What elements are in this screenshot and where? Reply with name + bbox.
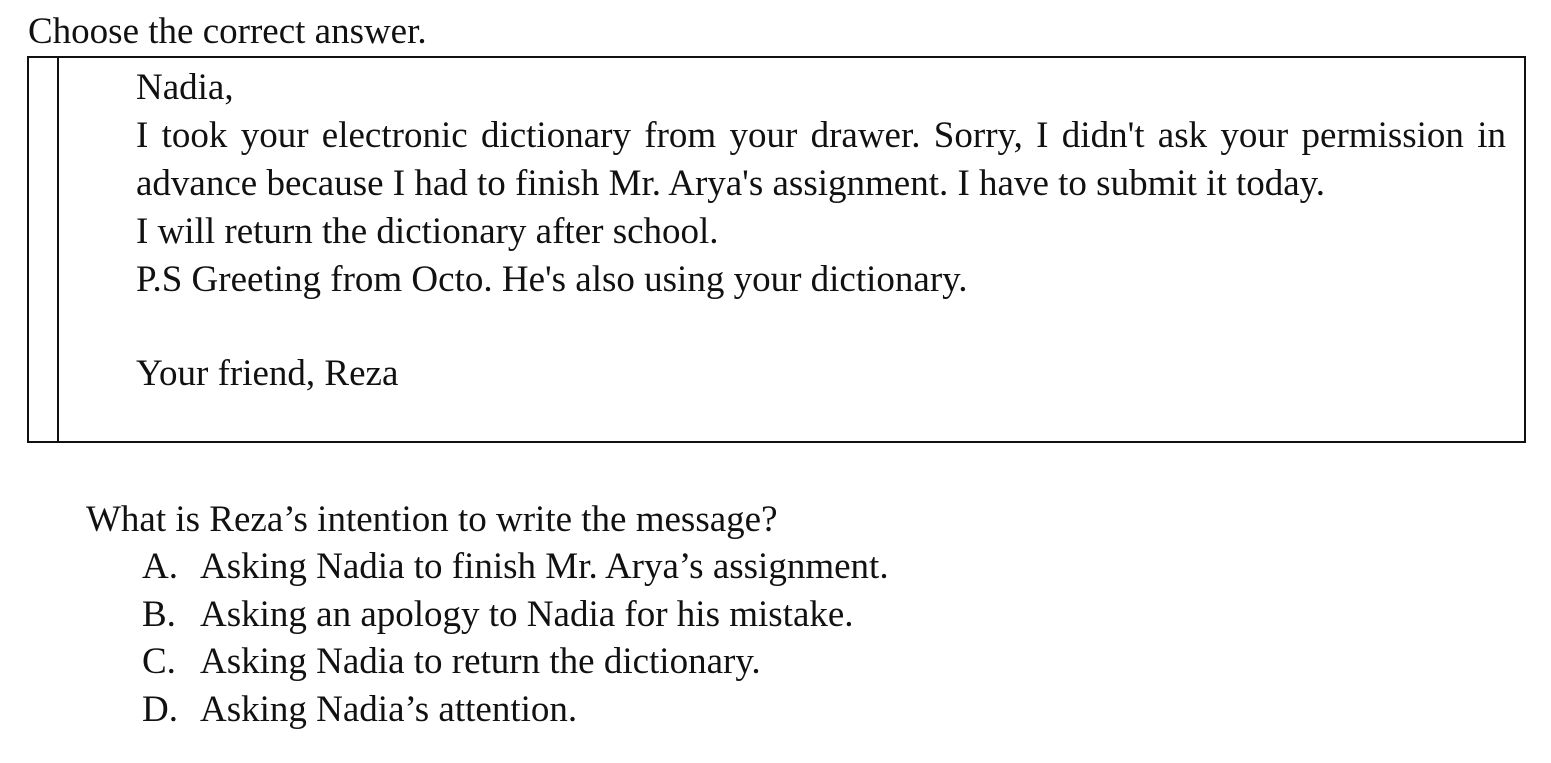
- message-salutation: Nadia,: [136, 67, 234, 108]
- option-letter: B.: [142, 593, 176, 635]
- option-letter: C.: [142, 641, 176, 682]
- option-text: Asking an apology to Nadia for his mistake.: [200, 593, 854, 635]
- option-c[interactable]: [142, 638, 889, 686]
- option-text: Asking Nadia to finish Mr. Arya’s assignment.: [200, 546, 889, 587]
- option-text: Asking Nadia’s attention.: [200, 688, 578, 730]
- option-letter: D.: [142, 688, 178, 730]
- message-closing: Your friend, Reza: [136, 353, 399, 394]
- answer-options: [142, 543, 889, 733]
- margin-line: [57, 58, 59, 441]
- option-text: Asking Nadia to return the dictionary.: [200, 641, 761, 682]
- option-d[interactable]: [142, 686, 889, 734]
- option-a[interactable]: [142, 543, 889, 591]
- instruction-text: Choose the correct answer.: [28, 11, 427, 52]
- message-box: [27, 56, 1526, 443]
- message-body: I took your electronic dictionary from your drawer. Sorry, I didn't ask your permission in advance because I had to finish Mr. Arya's assignment. I have to submit it today.: [136, 115, 1506, 204]
- message-return-line: I will return the dictionary after school.: [136, 211, 719, 252]
- question-text: What is Reza’s intention to write the message?: [86, 499, 778, 540]
- option-b[interactable]: [142, 591, 889, 639]
- message-text: [136, 64, 1506, 398]
- message-blank-line: [136, 304, 1506, 350]
- message-postscript: P.S Greeting from Octo. He's also using your dictionary.: [136, 259, 968, 300]
- option-letter: A.: [142, 546, 178, 587]
